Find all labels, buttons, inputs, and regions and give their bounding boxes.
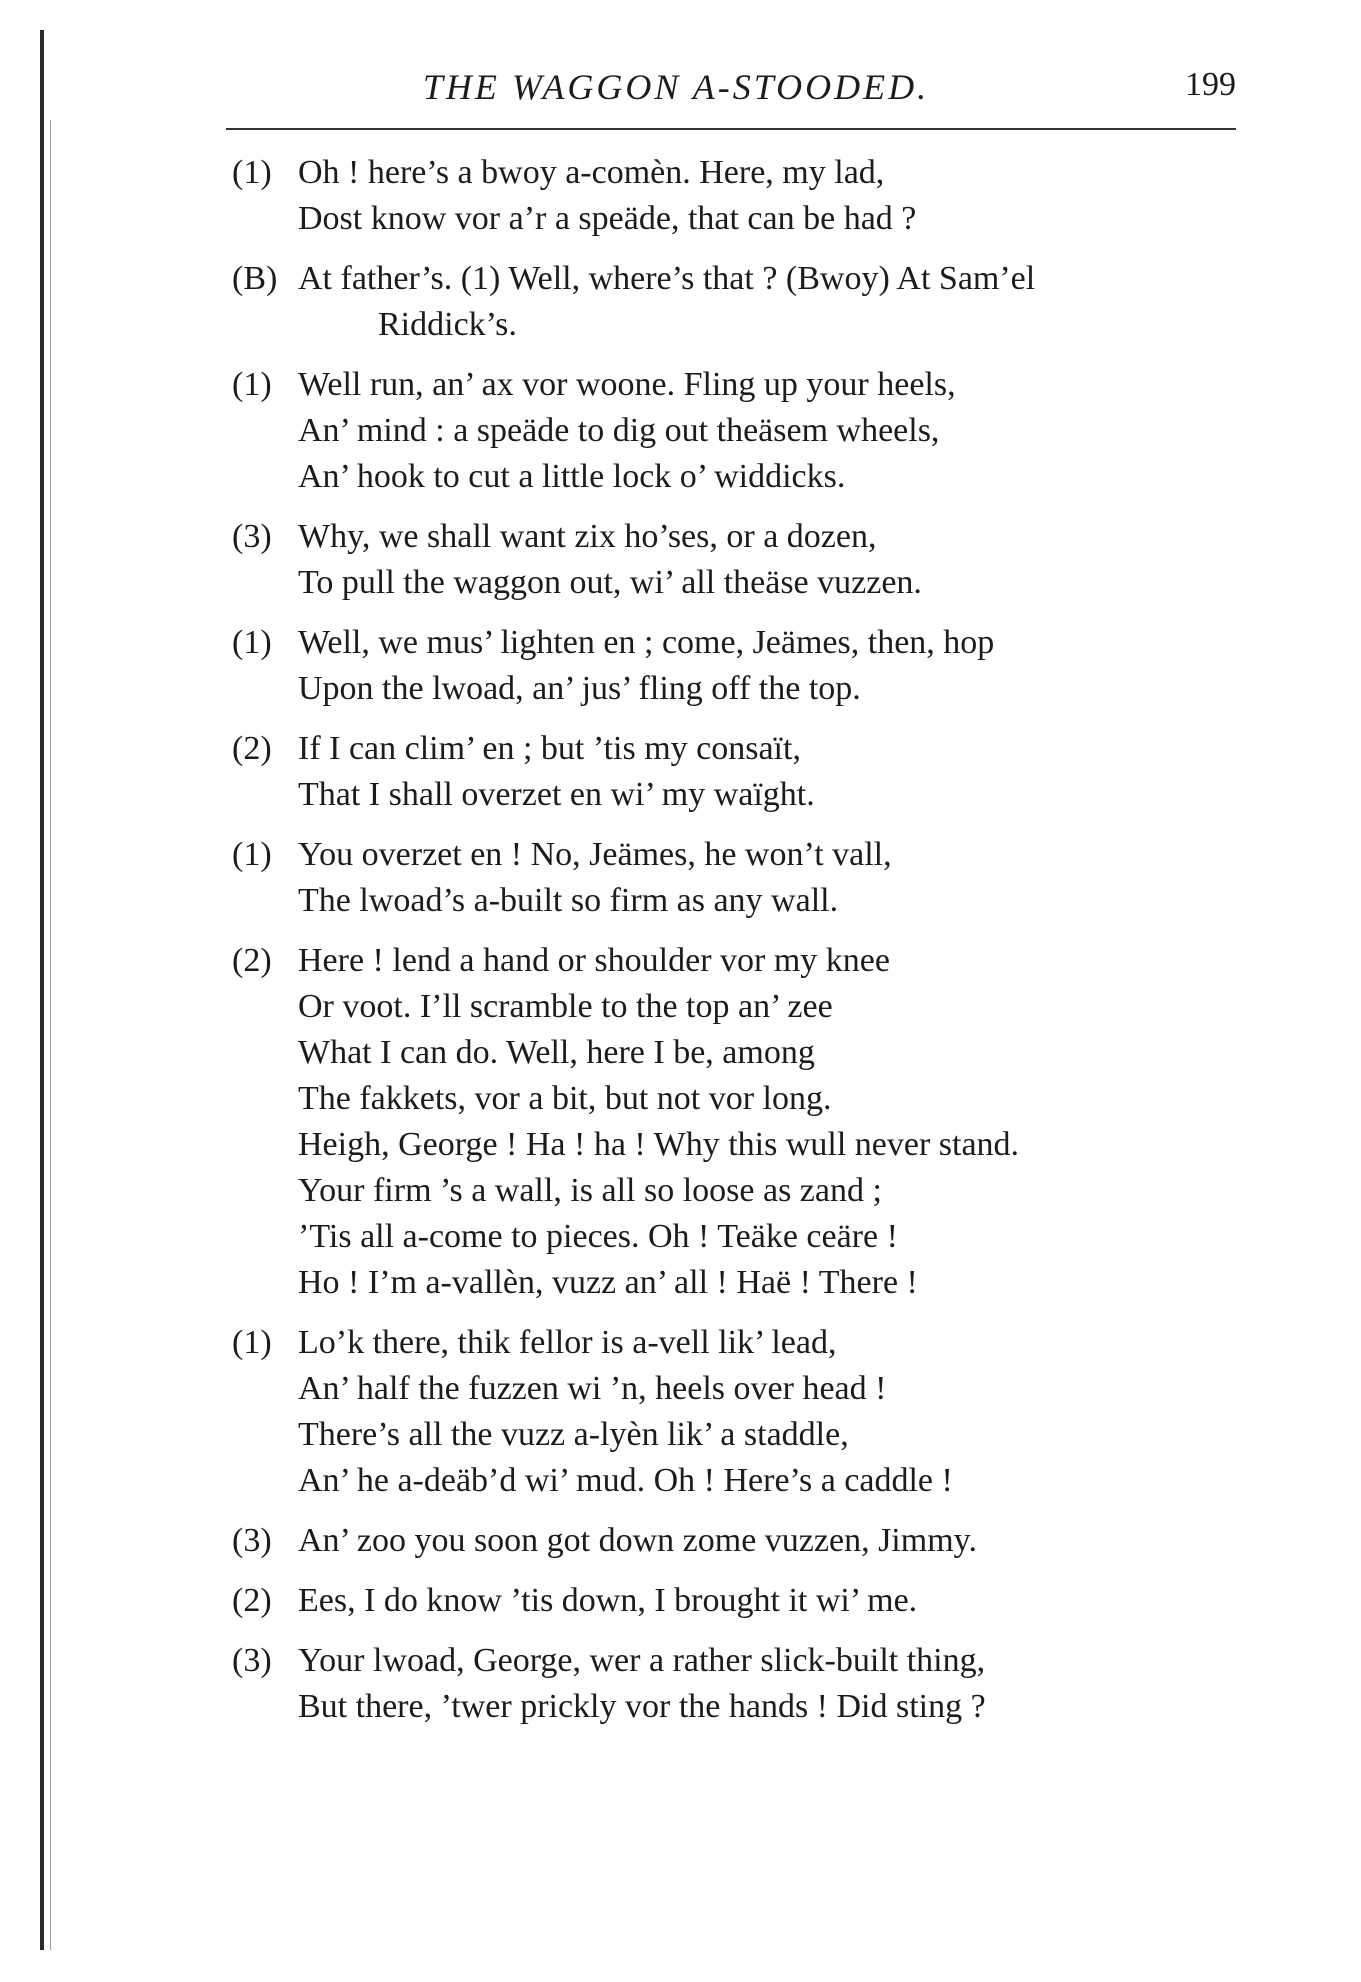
verse-line: At father’s. (1) Well, where’s that ? (Bwoy) At Sam’el [298, 260, 1036, 297]
speaker-label: (2) [232, 1582, 272, 1619]
speaker-label: (1) [232, 366, 272, 403]
verse-line: An’ half the fuzzen wi ’n, heels over head ! [298, 1370, 887, 1407]
verse-line: An’ zoo you soon got down zome vuzzen, Jimmy. [298, 1522, 977, 1559]
speaker-label: (1) [232, 624, 272, 661]
speaker-label: (2) [232, 942, 272, 979]
verse-line: Oh ! here’s a bwoy a-comèn. Here, my lad, [298, 154, 885, 191]
verse-line: An’ mind : a speäde to dig out theäsem wheels, [298, 412, 940, 449]
verse-line: Your lwoad, George, wer a rather slick-built thing, [298, 1642, 986, 1679]
poem-body [232, 150, 1252, 1744]
stanza [232, 726, 1252, 818]
stanza [232, 150, 1252, 242]
stanza [232, 514, 1252, 606]
verse-line: To pull the waggon out, wi’ all theäse vuzzen. [298, 564, 922, 601]
speaker-label: (1) [232, 1324, 272, 1361]
verse-line: Well, we mus’ lighten en ; come, Jeämes, then, hop [298, 624, 995, 661]
verse-line: You overzet en ! No, Jeämes, he won’t vall, [298, 836, 892, 873]
stanza [232, 620, 1252, 712]
verse-line: Here ! lend a hand or shoulder vor my knee [298, 942, 890, 979]
verse-line: Ho ! I’m a-vallèn, vuzz an’ all ! Haë ! There ! [298, 1264, 918, 1301]
verse-line: There’s all the vuzz a-lyèn lik’ a staddle, [298, 1416, 849, 1453]
stanza [232, 1518, 1252, 1564]
page-number: 199 [1185, 66, 1236, 103]
page-header [226, 66, 1236, 116]
speaker-label: (1) [232, 154, 272, 191]
verse-line: Or voot. I’ll scramble to the top an’ zee [298, 988, 833, 1025]
verse-line: The fakkets, vor a bit, but not vor long. [298, 1080, 832, 1117]
speaker-label: (2) [232, 730, 272, 767]
verse-line: That I shall overzet en wi’ my waïght. [298, 776, 815, 813]
verse-line: Well run, an’ ax vor woone. Fling up your heels, [298, 366, 956, 403]
stanza [232, 1638, 1252, 1730]
verse-line: If I can clim’ en ; but ’tis my consaït, [298, 730, 801, 767]
stanza [232, 832, 1252, 924]
verse-line: An’ he a-deäb’d wi’ mud. Oh ! Here’s a caddle ! [298, 1462, 953, 1499]
speaker-label: (3) [232, 1642, 272, 1679]
verse-line: An’ hook to cut a little lock o’ widdicks. [298, 458, 846, 495]
verse-line: But there, ’twer prickly vor the hands ! Did sting ? [298, 1688, 986, 1725]
verse-line: Lo’k there, thik fellor is a-vell lik’ lead, [298, 1324, 837, 1361]
verse-line: Ees, I do know ’tis down, I brought it wi’ me. [298, 1582, 918, 1619]
stanza [232, 1578, 1252, 1624]
verse-line: The lwoad’s a-built so firm as any wall. [298, 882, 839, 919]
verse-line-continuation: Riddick’s. [378, 306, 517, 343]
verse-line: Why, we shall want zix ho’ses, or a dozen, [298, 518, 877, 555]
binding-shadow [50, 120, 51, 1950]
speaker-label: (3) [232, 1522, 272, 1559]
running-title: THE WAGGON A-STOODED. [422, 67, 930, 107]
speaker-label: (1) [232, 836, 272, 873]
verse-line: Upon the lwoad, an’ jus’ fling off the top. [298, 670, 861, 707]
stanza [232, 938, 1252, 1306]
verse-line: What I can do. Well, here I be, among [298, 1034, 815, 1071]
stanza [232, 362, 1252, 500]
verse-line: Your firm ’s a wall, is all so loose as zand ; [298, 1172, 882, 1209]
stanza [232, 1320, 1252, 1504]
verse-line: Dost know vor a’r a speäde, that can be had ? [298, 200, 917, 237]
speaker-label: (B) [232, 260, 278, 297]
verse-line: ’Tis all a-come to pieces. Oh ! Teäke ceäre ! [298, 1218, 898, 1255]
speaker-label: (3) [232, 518, 272, 555]
verse-line: Heigh, George ! Ha ! ha ! Why this wull never stand. [298, 1126, 1020, 1163]
stanza [232, 256, 1252, 348]
header-rule [226, 128, 1236, 130]
binding-edge [40, 30, 44, 1950]
